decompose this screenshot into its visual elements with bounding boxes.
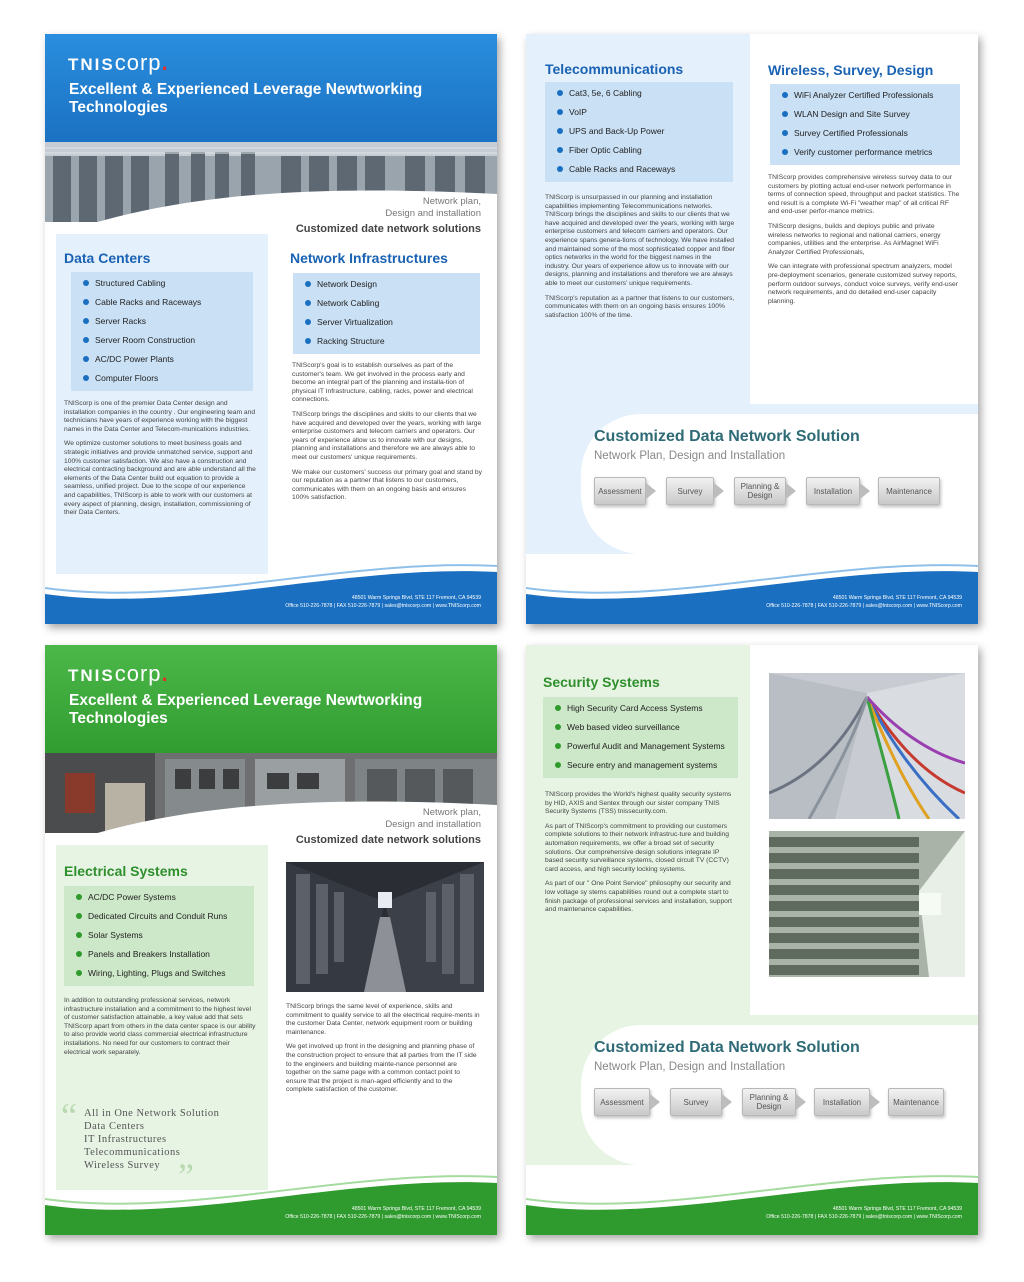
footer-contact: 48501 Warm Springs Blvd, STE 117 Fremont, CA 94539 Office 510-226-7878 | FAX 510-226-7879 | sales@tniscorp.com | www.TNIScorp.com xyxy=(285,1206,481,1220)
patch-panel-photo xyxy=(769,831,965,977)
step-assessment: Assessment xyxy=(594,477,646,505)
section-title-network-infrastructures: Network Infrastructures xyxy=(290,250,448,266)
page-electrical-systems xyxy=(45,645,497,1235)
list-item: Server Racks xyxy=(81,316,243,326)
data-centers-body: TNIScorp is one of the premier Data Center design and installation companies in the country . Our engineering team and technicians have years of experience working with the biggest names in the Data Center and Telecom-munications industries. We optimize customer solutions to meet business goals and strategic initiatives and provide unmatched service, support and 100% customer satisfaction. We also have a construction and electrical contracting background and are able understand all the elements of the Data Center build out equation to provide a seamless, unified project. Due to the scope of our experience and capabilities, TNIScorp is able to work with our customers at every aspect of planning, design, installation, commissioning of their Data Centers. xyxy=(64,400,256,517)
list-item: UPS and Back-Up Power xyxy=(555,126,723,136)
list-item: Computer Floors xyxy=(81,373,243,383)
flow-title: Customized Data Network Solution xyxy=(594,1039,860,1056)
list-item: Solar Systems xyxy=(74,930,244,940)
step-installation: Installation xyxy=(814,1088,870,1116)
tniscorp-logo: TNIScorp. xyxy=(68,661,169,686)
wireless-list xyxy=(770,84,960,165)
flow-subtitle: Network Plan, Design and Installation xyxy=(594,1061,786,1073)
list-item: Survey Certified Professionals xyxy=(780,128,950,138)
list-item: VoIP xyxy=(555,107,723,117)
section-title-data-centers: Data Centers xyxy=(64,250,151,266)
flow-title: Customized Data Network Solution xyxy=(594,428,860,445)
page-security-systems xyxy=(526,645,978,1235)
open-quote-icon: “ xyxy=(61,1096,77,1136)
list-item: Cat3, 5e, 6 Cabling xyxy=(555,88,723,98)
data-centers-list xyxy=(71,272,253,391)
electrical-body: In addition to outstanding professional services, network infrastructure installation and a commitment to the highest level of customer satisfaction attainable, a key value add that sets TNIScorp apart from others in the data center space is our ability to also provide world class commercial electrical infrastructure installations. No need for our customers to contract their electrical work separately. xyxy=(64,997,256,1056)
header-band xyxy=(45,34,497,149)
network-plan-caption: Network plan, Design and installation Customized date network solutions xyxy=(295,807,481,846)
footer-contact: 48501 Warm Springs Blvd, STE 117 Fremont, CA 94539 Office 510-226-7878 | FAX 510-226-7879 | sales@tniscorp.com | www.TNIScorp.com xyxy=(766,595,962,609)
telecommunications-body: TNIScorp is unsurpassed in our planning and installation capabilities implementing Telecommunications networks. TNIScorp brings the disciplines and skills to our clients that we have acquired and developed over the years, working with large enterprise customers and telecom carriers and operators. Our experience spans genera-tions of technology. We have installed and maintained some of the most sophisticated copper and fiber optics networks in the world for the biggest names in the industry. Our years of experience allow us to innovate with our designs, planning and installations and therefore we are always able to meet our customers' unique requirements. TNIScorp's reputation as a partner that listens to our customers, communicates with them on an ongoing basis ensures 100% satisfaction 100% of the time. xyxy=(545,194,735,319)
section-title-security: Security Systems xyxy=(543,674,660,690)
arrow-icon xyxy=(714,483,724,499)
list-item: Network Design xyxy=(303,279,470,289)
step-installation: Installation xyxy=(806,477,860,505)
arrow-icon xyxy=(860,483,870,499)
section-title-wireless: Wireless, Survey, Design xyxy=(768,62,934,78)
section-title-telecommunications: Telecommunications xyxy=(545,61,684,77)
list-item: Server Virtualization xyxy=(303,317,470,327)
footer-wave xyxy=(526,1165,978,1235)
flow-subtitle: Network Plan, Design and Installation xyxy=(594,450,786,462)
footer-contact: 48501 Warm Springs Blvd, STE 117 Fremont, CA 94539 Office 510-226-7878 | FAX 510-226-7879 | sales@tniscorp.com | www.TNIScorp.com xyxy=(285,595,481,609)
page-telecommunications xyxy=(526,34,978,624)
step-planning-design: Planning & Design xyxy=(742,1088,796,1116)
tniscorp-logo: TNIScorp. xyxy=(68,50,169,75)
arrow-icon xyxy=(796,1094,806,1110)
step-assessment: Assessment xyxy=(594,1088,650,1116)
list-item: Racking Structure xyxy=(303,336,470,346)
network-infrastructures-body: TNIScorp's goal is to establish ourselves as part of the customer's team. We get involved in the process early and become an integral part of the planning and installa-tion of physical IT Infrastructure, cabling, racks, power and electrical connections. TNIScorp brings the disciplines and skills to our clients that we have acquired and developed over the years, working with large enterprise customers and telecom carriers and operators. Our years of experience allow us to innovate with our designs, planning and installations and therefore we are always able to meet our customers' unique requirements. We make our customers' success our primary goal and stand by our reputation as a partner that listens to our customers, communicates with them on an ongoing basis and ensures 100% satisfaction. xyxy=(292,362,482,502)
step-planning-design: Planning & Design xyxy=(734,477,786,505)
telecommunications-list xyxy=(545,82,733,182)
list-item: Structured Cabling xyxy=(81,278,243,288)
list-item: Secure entry and management systems xyxy=(553,760,728,770)
step-survey: Survey xyxy=(670,1088,722,1116)
arrow-icon xyxy=(870,1094,880,1110)
arrow-icon xyxy=(646,483,656,499)
list-item: Panels and Breakers Installation xyxy=(74,949,244,959)
list-item: Web based video surveillance xyxy=(553,722,728,732)
list-item: Powerful Audit and Management Systems xyxy=(553,741,728,751)
tagline: Excellent & Experienced Leverage Newtworking Technologies xyxy=(69,692,423,727)
list-item: AC/DC Power Systems xyxy=(74,892,244,902)
step-survey: Survey xyxy=(666,477,714,505)
header-band xyxy=(45,645,497,760)
list-item: WiFi Analyzer Certified Professionals xyxy=(780,90,950,100)
security-list xyxy=(543,697,738,778)
close-quote-icon: ” xyxy=(178,1156,194,1196)
security-body: TNIScorp provides the World's highest quality security systems by HID, AXIS and Sentex through our sister company TNIS Security Systems (TSS) tnissecurity.com. As part of TNIScorp's commitment to providing our customers complete solutions to their network infrastruc-ture and building automation requirements, we offer a broad set of security solutions. Our comprehensive design solutions integrate IP based security surveillance systems, closed circuit TV (CCTV) card access, and high security locking systems. As part of our " One Point Service" philosophy our security and low voltage sy stems capabilities round out a complete start to finish package of professional services and installation, support and maintenance capabilities. xyxy=(545,791,732,914)
list-item: Dedicated Circuits and Conduit Runs xyxy=(74,911,244,921)
list-item: WLAN Design and Site Survey xyxy=(780,109,950,119)
arrow-icon xyxy=(650,1094,660,1110)
step-maintenance: Maintenance xyxy=(888,1088,944,1116)
footer-wave xyxy=(45,1165,497,1235)
network-plan-caption: Network plan, Design and installation Customized date network solutions xyxy=(295,196,481,235)
cable-bundle-photo xyxy=(769,673,965,819)
tagline: Excellent & Experienced Leverage Newtworking Technologies xyxy=(69,81,423,116)
footer-contact: 48501 Warm Springs Blvd, STE 117 Fremont, CA 94539 Office 510-226-7878 | FAX 510-226-7879 | sales@tniscorp.com | www.TNIScorp.com xyxy=(766,1206,962,1220)
step-maintenance: Maintenance xyxy=(878,477,940,505)
wireless-body: TNIScorp provides comprehensive wireless survey data to our customers by plotting actual end-user network performance in terms of connection speed, throughput and packet statistics. The end result is a complete Wi-Fi "weather map" of all critical RF and end-user perfor-mance metrics. TNIScorp designs, builds and deploys public and private wireless networks to regional and national carriers, energy companies, utilities and the enterprise. As AirMagnet WiFi Analyzer Certified Professionals, We can integrate with professional spectrum analyzers, model pre-deployment scenarios, generate customized survey reports, perform outdoor surveys, conduct voice surveys, verify end-user network requirements, and do detailed end-user capacity planning. xyxy=(768,174,960,305)
list-item: Cable Racks and Raceways xyxy=(555,164,723,174)
footer-wave xyxy=(526,554,978,624)
arrow-icon xyxy=(786,483,796,499)
list-item: Verify customer performance metrics xyxy=(780,147,950,157)
footer-wave xyxy=(45,554,497,624)
services-quote: All in One Network Solution Data Centers IT Infrastructures Telecommunications Wireless Survey xyxy=(84,1108,220,1171)
arrow-icon xyxy=(722,1094,732,1110)
page-data-centers xyxy=(45,34,497,624)
section-title-electrical: Electrical Systems xyxy=(64,863,188,879)
list-item: High Security Card Access Systems xyxy=(553,703,728,713)
list-item: Network Cabling xyxy=(303,298,470,308)
list-item: Fiber Optic Cabling xyxy=(555,145,723,155)
electrical-right-body: TNIScorp brings the same level of experience, skills and commitment to quality service to all the electrical require-ments in the customer Data Center, network equipment room or building maintenance. We get involved up front in the designing and planning phase of the construction project to ensure that all parties from the IT side to the engineers and building mainte-nance personnel are together on the same page with a common contact point to ensure that the project is man-aged efficiently and to the complete satisfaction of the customer. xyxy=(286,1003,480,1094)
list-item: Cable Racks and Raceways xyxy=(81,297,243,307)
list-item: Server Room Construction xyxy=(81,335,243,345)
server-room-photo xyxy=(286,862,484,992)
network-infrastructures-list xyxy=(293,273,480,354)
list-item: AC/DC Power Plants xyxy=(81,354,243,364)
list-item: Wiring, Lighting, Plugs and Switches xyxy=(74,968,244,978)
electrical-list xyxy=(64,886,254,986)
